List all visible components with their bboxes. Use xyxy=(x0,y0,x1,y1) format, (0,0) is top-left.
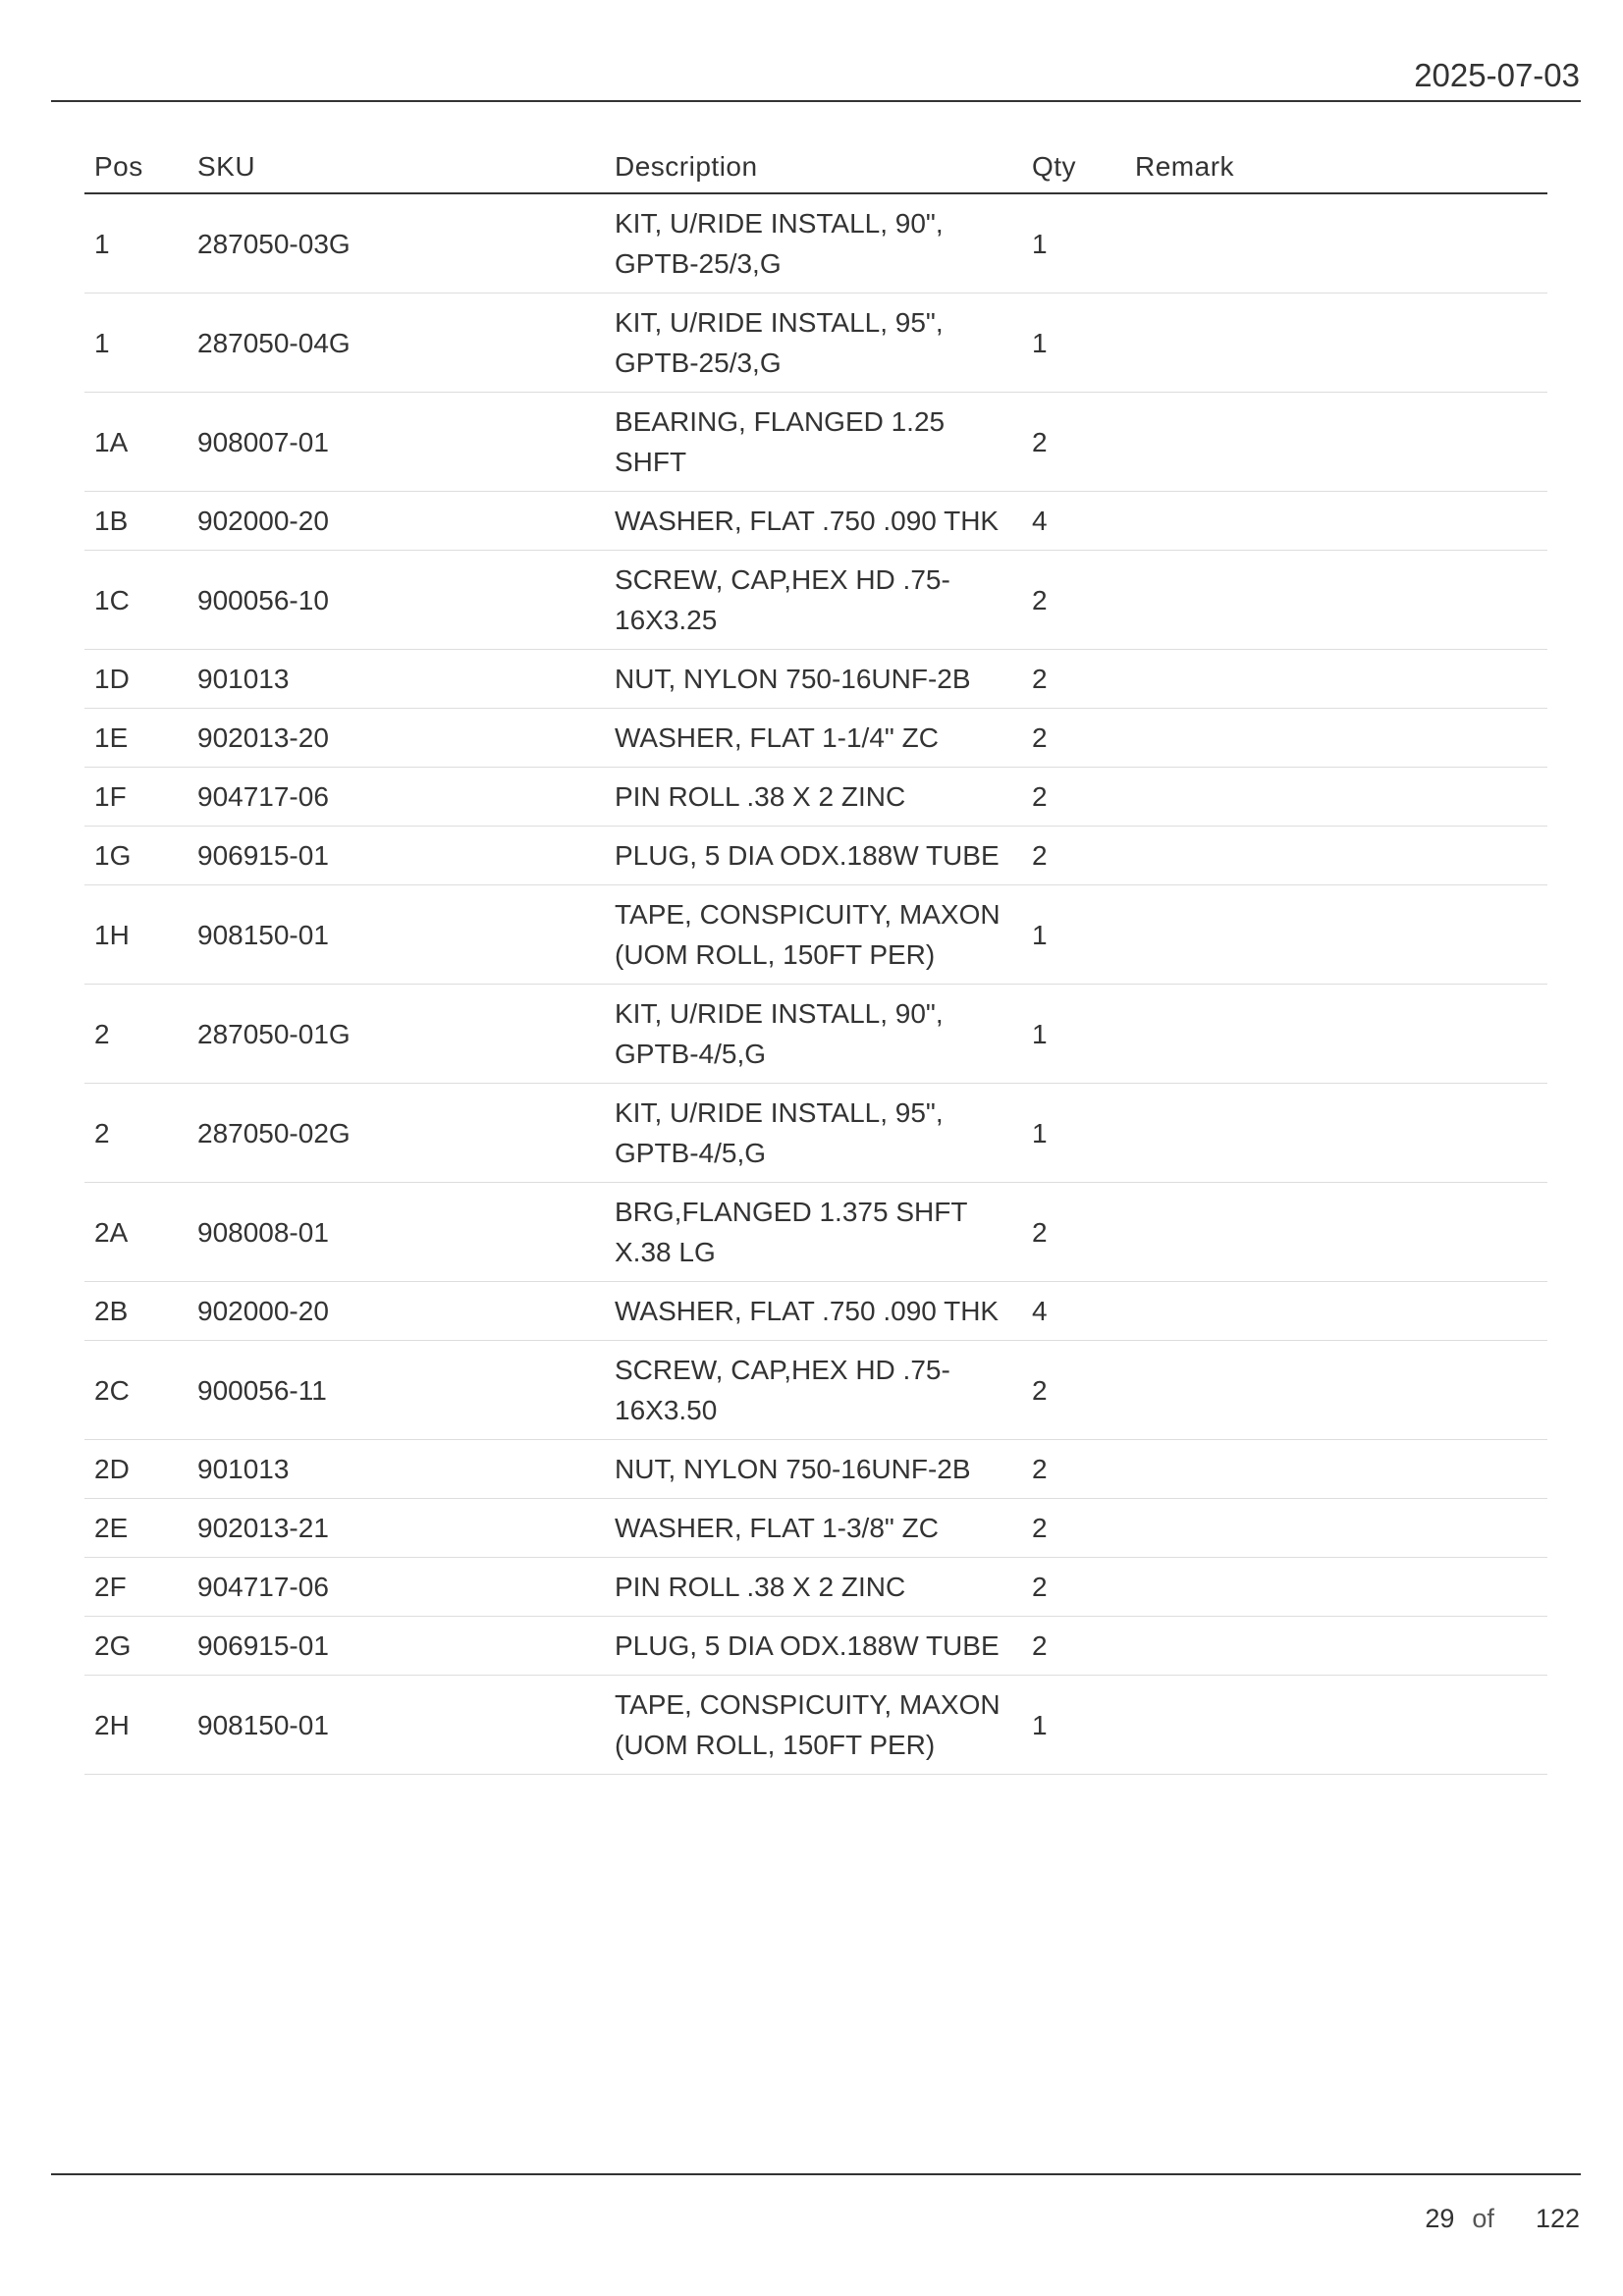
cell-description: KIT, U/RIDE INSTALL, 95", GPTB-25/3,G xyxy=(605,294,1022,393)
cell-qty: 2 xyxy=(1022,768,1125,827)
cell-qty: 2 xyxy=(1022,1558,1125,1617)
cell-remark xyxy=(1125,709,1547,768)
column-header-qty: Qty xyxy=(1022,140,1125,193)
cell-description: WASHER, FLAT .750 .090 THK xyxy=(605,1282,1022,1341)
column-header-pos: Pos xyxy=(84,140,188,193)
cell-pos: 2A xyxy=(84,1183,188,1282)
cell-pos: 1 xyxy=(84,193,188,294)
header-row xyxy=(84,140,1547,193)
cell-description: WASHER, FLAT .750 .090 THK xyxy=(605,492,1022,551)
document-date: 2025-07-03 xyxy=(1414,57,1580,93)
table-row xyxy=(84,885,1547,985)
cell-description: TAPE, CONSPICUITY, MAXON (UOM ROLL, 150FT PER) xyxy=(605,1676,1022,1775)
table-row xyxy=(84,709,1547,768)
cell-description: TAPE, CONSPICUITY, MAXON (UOM ROLL, 150FT PER) xyxy=(605,885,1022,985)
table-row xyxy=(84,1440,1547,1499)
cell-qty: 2 xyxy=(1022,1341,1125,1440)
page-indicator xyxy=(1425,2204,1580,2234)
cell-remark xyxy=(1125,551,1547,650)
cell-remark xyxy=(1125,1440,1547,1499)
cell-description: SCREW, CAP,HEX HD .75-16X3.25 xyxy=(605,551,1022,650)
column-header-remark: Remark xyxy=(1125,140,1547,193)
cell-sku: 902013-21 xyxy=(188,1499,605,1558)
cell-sku: 287050-03G xyxy=(188,193,605,294)
parts-table-header xyxy=(84,140,1547,193)
cell-pos: 1G xyxy=(84,827,188,885)
cell-pos: 1D xyxy=(84,650,188,709)
cell-qty: 2 xyxy=(1022,650,1125,709)
cell-sku: 900056-11 xyxy=(188,1341,605,1440)
cell-sku: 908007-01 xyxy=(188,393,605,492)
cell-description: BRG,FLANGED 1.375 SHFT X.38 LG xyxy=(605,1183,1022,1282)
cell-description: PLUG, 5 DIA ODX.188W TUBE xyxy=(605,1617,1022,1676)
cell-qty: 2 xyxy=(1022,709,1125,768)
cell-description: PIN ROLL .38 X 2 ZINC xyxy=(605,1558,1022,1617)
cell-sku: 904717-06 xyxy=(188,1558,605,1617)
cell-qty: 1 xyxy=(1022,1084,1125,1183)
cell-remark xyxy=(1125,768,1547,827)
page-current: 29 xyxy=(1425,2204,1455,2233)
cell-qty: 2 xyxy=(1022,1499,1125,1558)
cell-sku: 901013 xyxy=(188,1440,605,1499)
table-row xyxy=(84,393,1547,492)
table-row xyxy=(84,1676,1547,1775)
table-row xyxy=(84,1341,1547,1440)
cell-qty: 1 xyxy=(1022,1676,1125,1775)
cell-remark xyxy=(1125,1499,1547,1558)
parts-table-body xyxy=(84,193,1547,1775)
cell-remark xyxy=(1125,1676,1547,1775)
cell-sku: 908150-01 xyxy=(188,885,605,985)
table-row xyxy=(84,1183,1547,1282)
cell-sku: 908008-01 xyxy=(188,1183,605,1282)
cell-pos: 2E xyxy=(84,1499,188,1558)
header-divider xyxy=(51,100,1581,102)
cell-pos: 1B xyxy=(84,492,188,551)
cell-remark xyxy=(1125,827,1547,885)
cell-sku: 902000-20 xyxy=(188,492,605,551)
footer-divider xyxy=(51,2173,1581,2175)
cell-pos: 1 xyxy=(84,294,188,393)
cell-remark xyxy=(1125,1617,1547,1676)
cell-qty: 4 xyxy=(1022,492,1125,551)
cell-qty: 1 xyxy=(1022,193,1125,294)
cell-remark xyxy=(1125,393,1547,492)
cell-description: KIT, U/RIDE INSTALL, 90", GPTB-25/3,G xyxy=(605,193,1022,294)
table-row xyxy=(84,492,1547,551)
cell-remark xyxy=(1125,1183,1547,1282)
cell-qty: 2 xyxy=(1022,551,1125,650)
cell-sku: 900056-10 xyxy=(188,551,605,650)
cell-qty: 2 xyxy=(1022,1183,1125,1282)
column-header-sku: SKU xyxy=(188,140,605,193)
cell-sku: 901013 xyxy=(188,650,605,709)
cell-sku: 906915-01 xyxy=(188,827,605,885)
cell-qty: 2 xyxy=(1022,1440,1125,1499)
cell-sku: 902000-20 xyxy=(188,1282,605,1341)
cell-remark xyxy=(1125,1282,1547,1341)
cell-sku: 904717-06 xyxy=(188,768,605,827)
cell-description: NUT, NYLON 750-16UNF-2B xyxy=(605,1440,1022,1499)
table-row xyxy=(84,1558,1547,1617)
cell-pos: 2G xyxy=(84,1617,188,1676)
cell-qty: 4 xyxy=(1022,1282,1125,1341)
table-row xyxy=(84,1084,1547,1183)
table-row xyxy=(84,1617,1547,1676)
table-row xyxy=(84,551,1547,650)
cell-qty: 2 xyxy=(1022,1617,1125,1676)
cell-description: WASHER, FLAT 1-3/8" ZC xyxy=(605,1499,1022,1558)
table-row xyxy=(84,1499,1547,1558)
table-row xyxy=(84,768,1547,827)
cell-description: NUT, NYLON 750-16UNF-2B xyxy=(605,650,1022,709)
cell-pos: 2B xyxy=(84,1282,188,1341)
cell-qty: 1 xyxy=(1022,294,1125,393)
cell-description: KIT, U/RIDE INSTALL, 90", GPTB-4/5,G xyxy=(605,985,1022,1084)
cell-pos: 1A xyxy=(84,393,188,492)
cell-description: WASHER, FLAT 1-1/4" ZC xyxy=(605,709,1022,768)
cell-description: PIN ROLL .38 X 2 ZINC xyxy=(605,768,1022,827)
cell-pos: 1H xyxy=(84,885,188,985)
cell-description: PLUG, 5 DIA ODX.188W TUBE xyxy=(605,827,1022,885)
cell-description: BEARING, FLANGED 1.25 SHFT xyxy=(605,393,1022,492)
cell-pos: 2D xyxy=(84,1440,188,1499)
cell-description: SCREW, CAP,HEX HD .75-16X3.50 xyxy=(605,1341,1022,1440)
cell-pos: 1E xyxy=(84,709,188,768)
column-header-description: Description xyxy=(605,140,1022,193)
cell-pos: 1F xyxy=(84,768,188,827)
table-row xyxy=(84,1282,1547,1341)
cell-remark xyxy=(1125,885,1547,985)
cell-remark xyxy=(1125,650,1547,709)
page-total: 122 xyxy=(1535,2204,1580,2233)
cell-pos: 2H xyxy=(84,1676,188,1775)
cell-sku: 287050-02G xyxy=(188,1084,605,1183)
cell-pos: 2F xyxy=(84,1558,188,1617)
cell-pos: 2 xyxy=(84,985,188,1084)
cell-remark xyxy=(1125,1084,1547,1183)
cell-pos: 2C xyxy=(84,1341,188,1440)
cell-qty: 1 xyxy=(1022,985,1125,1084)
cell-remark xyxy=(1125,985,1547,1084)
cell-sku: 287050-01G xyxy=(188,985,605,1084)
cell-remark xyxy=(1125,193,1547,294)
cell-qty: 2 xyxy=(1022,393,1125,492)
cell-remark xyxy=(1125,1558,1547,1617)
table-row xyxy=(84,193,1547,294)
cell-sku: 906915-01 xyxy=(188,1617,605,1676)
table-row xyxy=(84,827,1547,885)
cell-remark xyxy=(1125,294,1547,393)
table-row xyxy=(84,650,1547,709)
cell-qty: 1 xyxy=(1022,885,1125,985)
table-row xyxy=(84,985,1547,1084)
cell-sku: 908150-01 xyxy=(188,1676,605,1775)
cell-sku: 287050-04G xyxy=(188,294,605,393)
cell-sku: 902013-20 xyxy=(188,709,605,768)
cell-pos: 2 xyxy=(84,1084,188,1183)
cell-description: KIT, U/RIDE INSTALL, 95", GPTB-4/5,G xyxy=(605,1084,1022,1183)
cell-pos: 1C xyxy=(84,551,188,650)
page-of-label: of xyxy=(1472,2204,1494,2233)
cell-remark xyxy=(1125,492,1547,551)
parts-table xyxy=(84,140,1547,1775)
cell-qty: 2 xyxy=(1022,827,1125,885)
table-row xyxy=(84,294,1547,393)
cell-remark xyxy=(1125,1341,1547,1440)
